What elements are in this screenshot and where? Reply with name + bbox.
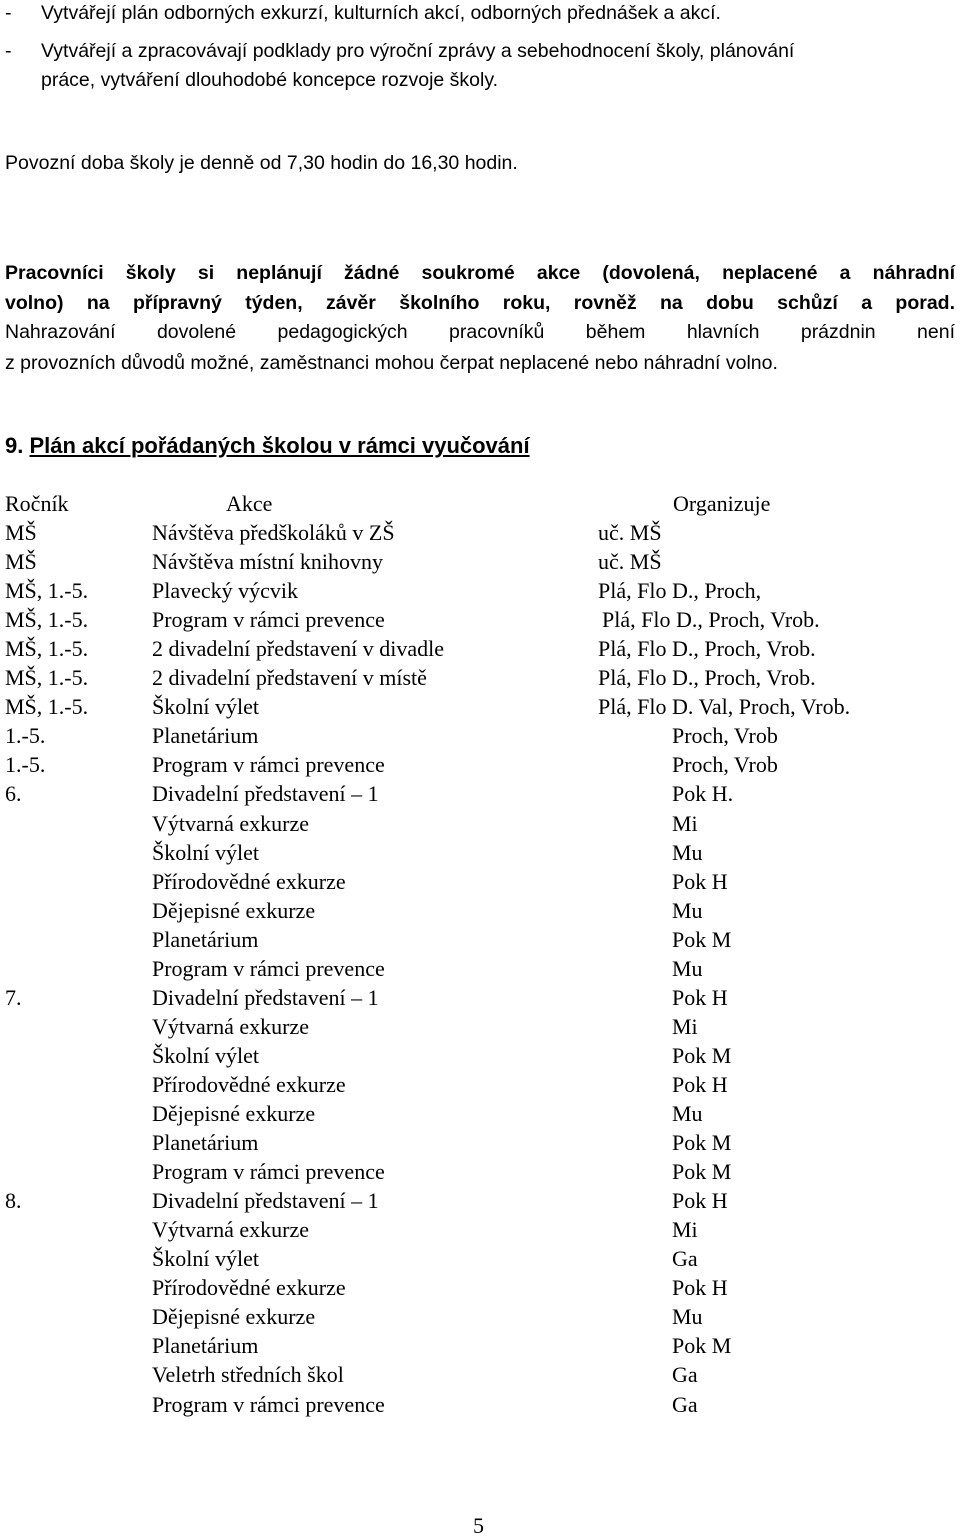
section-number: 9. bbox=[5, 433, 24, 458]
cell-organizer: Mu bbox=[672, 1101, 703, 1126]
cell-action: Divadelní představení – 1 bbox=[152, 985, 379, 1010]
cell-organizer: Pok M bbox=[672, 1043, 732, 1068]
cell-grade: 7. bbox=[5, 985, 22, 1010]
bullet-item-2: Vytvářejí a zpracovávají podklady pro výroční zprávy a sebehodnocení školy, plánování bbox=[41, 40, 795, 62]
cell-grade: MŠ, 1.-5. bbox=[5, 607, 89, 632]
cell-action: Program v rámci prevence bbox=[152, 956, 385, 981]
cell-organizer: Mu bbox=[672, 1304, 703, 1329]
cell-grade: 8. bbox=[5, 1188, 22, 1213]
cell-action: Výtvarná exkurze bbox=[152, 1217, 309, 1242]
bullet-dash: - bbox=[5, 40, 12, 62]
cell-organizer: Mi bbox=[672, 811, 698, 836]
cell-grade: MŠ, 1.-5. bbox=[5, 665, 89, 690]
cell-organizer: Plá, Flo D. Val, Proch, Vrob. bbox=[598, 694, 851, 719]
cell-grade: MŠ, 1.-5. bbox=[5, 636, 89, 661]
cell-action: Program v rámci prevence bbox=[152, 752, 385, 777]
cell-action: Planetárium bbox=[152, 927, 259, 952]
bold-paragraph-line-1: Pracovníci školy si neplánují žádné soukromé akce (dovolená, neplacené a náhradní bbox=[5, 262, 955, 284]
cell-action: Návštěva předškoláků v ZŠ bbox=[152, 520, 395, 545]
cell-action: Školní výlet bbox=[152, 1246, 259, 1271]
cell-organizer: Ga bbox=[672, 1392, 698, 1417]
cell-grade: MŠ bbox=[5, 549, 37, 574]
cell-organizer: Pok M bbox=[672, 927, 732, 952]
operating-hours-text: Povozní doba školy je denně od 7,30 hodin do 16,30 hodin. bbox=[5, 152, 518, 174]
cell-action: Dějepisné exkurze bbox=[152, 1304, 316, 1329]
page-number: 5 bbox=[473, 1513, 484, 1538]
cell-organizer: Pok H bbox=[672, 1188, 728, 1213]
paragraph-line-1: Nahrazování dovolené pedagogických pracovníků během hlavních prázdnin není bbox=[5, 321, 955, 343]
cell-action: Dějepisné exkurze bbox=[152, 898, 316, 923]
cell-action: Výtvarná exkurze bbox=[152, 1014, 309, 1039]
cell-organizer: uč. MŠ bbox=[598, 520, 662, 545]
cell-organizer: Pok M bbox=[672, 1333, 732, 1358]
cell-action: Výtvarná exkurze bbox=[152, 811, 309, 836]
cell-action: Planetárium bbox=[152, 1130, 259, 1155]
cell-grade: 6. bbox=[5, 781, 22, 806]
paragraph-line-2: z provozních důvodů možné, zaměstnanci mohou čerpat neplacené nebo náhradní volno. bbox=[5, 352, 778, 374]
cell-action: Přírodovědné exkurze bbox=[152, 1072, 346, 1097]
cell-action: Divadelní představení – 1 bbox=[152, 1188, 379, 1213]
cell-organizer: Pok H bbox=[672, 1072, 728, 1097]
cell-action: Přírodovědné exkurze bbox=[152, 1275, 346, 1300]
cell-organizer: Pok H. bbox=[672, 781, 734, 806]
column-header-organizer: Organizuje bbox=[673, 491, 771, 516]
cell-organizer: Mu bbox=[672, 898, 703, 923]
cell-organizer: Pok H bbox=[672, 869, 728, 894]
cell-action: Školní výlet bbox=[152, 840, 259, 865]
bold-paragraph-line-2: volno) na přípravný týden, závěr školního roku, rovněž na dobu schůzí a porad. bbox=[5, 292, 955, 314]
cell-action: Planetárium bbox=[152, 723, 259, 748]
cell-organizer: Plá, Flo D., Proch, Vrob. bbox=[598, 636, 816, 661]
cell-organizer: Mu bbox=[672, 956, 703, 981]
section-heading bbox=[5, 433, 530, 459]
bullet-item-1: Vytvářejí plán odborných exkurzí, kulturních akcí, odborných přednášek a akcí. bbox=[41, 2, 721, 24]
cell-action: Program v rámci prevence bbox=[152, 1159, 385, 1184]
cell-organizer: Proch, Vrob bbox=[672, 752, 778, 777]
cell-organizer: uč. MŠ bbox=[598, 549, 662, 574]
cell-organizer: Mu bbox=[672, 840, 703, 865]
bullet-item-2-continued: práce, vytváření dlouhodobé koncepce rozvoje školy. bbox=[41, 69, 499, 91]
cell-grade: MŠ, 1.-5. bbox=[5, 578, 89, 603]
cell-organizer: Plá, Flo D., Proch, bbox=[598, 578, 762, 603]
section-title: Plán akcí pořádaných školou v rámci vyučování bbox=[29, 433, 530, 458]
cell-action: Plavecký výcvik bbox=[152, 578, 299, 603]
cell-organizer: Pok H bbox=[672, 1275, 728, 1300]
cell-action: 2 divadelní představení v místě bbox=[152, 665, 427, 690]
cell-action: Veletrh středních škol bbox=[152, 1362, 344, 1387]
cell-action: Program v rámci prevence bbox=[152, 1392, 385, 1417]
cell-grade: MŠ bbox=[5, 520, 37, 545]
cell-grade: MŠ, 1.-5. bbox=[5, 694, 89, 719]
cell-organizer: Pok M bbox=[672, 1130, 732, 1155]
cell-action: Školní výlet bbox=[152, 1043, 259, 1068]
cell-action: Planetárium bbox=[152, 1333, 259, 1358]
cell-organizer: Pok H bbox=[672, 985, 728, 1010]
cell-organizer: Pok M bbox=[672, 1159, 732, 1184]
column-header-action: Akce bbox=[226, 491, 273, 516]
cell-organizer: Proch, Vrob bbox=[672, 723, 778, 748]
cell-organizer: Mi bbox=[672, 1014, 698, 1039]
cell-action: Školní výlet bbox=[152, 694, 259, 719]
cell-organizer: Plá, Flo D., Proch, Vrob. bbox=[598, 665, 816, 690]
cell-action: Návštěva místní knihovny bbox=[152, 549, 383, 574]
cell-grade: 1.-5. bbox=[5, 752, 46, 777]
cell-organizer: Ga bbox=[672, 1246, 698, 1271]
cell-action: Program v rámci prevence bbox=[152, 607, 385, 632]
cell-organizer: Mi bbox=[672, 1217, 698, 1242]
column-header-grade: Ročník bbox=[5, 491, 69, 516]
cell-grade: 1.-5. bbox=[5, 723, 46, 748]
cell-action: Divadelní představení – 1 bbox=[152, 781, 379, 806]
cell-action: 2 divadelní představení v divadle bbox=[152, 636, 445, 661]
cell-action: Přírodovědné exkurze bbox=[152, 869, 346, 894]
cell-action: Dějepisné exkurze bbox=[152, 1101, 316, 1126]
cell-organizer: Ga bbox=[672, 1362, 698, 1387]
cell-organizer: Plá, Flo D., Proch, Vrob. bbox=[602, 607, 820, 632]
bullet-dash: - bbox=[5, 2, 12, 24]
